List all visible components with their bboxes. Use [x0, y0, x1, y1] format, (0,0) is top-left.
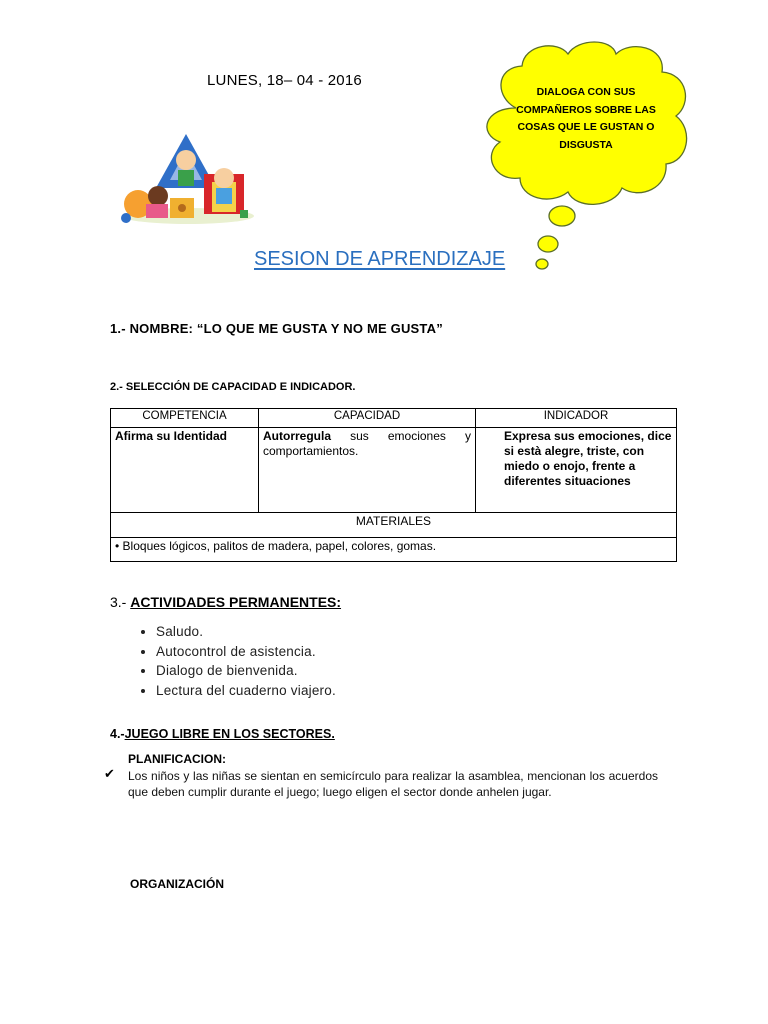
materiales-text: Bloques lógicos, palitos de madera, papel, colores, gomas. [122, 539, 437, 553]
cell-competencia: Afirma su Identidad [111, 428, 259, 513]
section-4-prefix: 4.- [110, 727, 125, 741]
list-item: • Dialogo de bienvenida. [156, 661, 336, 681]
section-3-heading [110, 594, 341, 610]
section-4-heading [110, 727, 335, 741]
section-4-title: JUEGO LIBRE EN LOS SECTORES. [124, 727, 335, 741]
permanent-activities-list [132, 622, 336, 700]
section-3-prefix: 3.- [110, 594, 131, 610]
section-3-title: ACTIVIDADES PERMANENTES: [130, 594, 342, 610]
planificacion-label: PLANIFICACION: [128, 752, 226, 766]
materiales-list [111, 538, 677, 562]
cell-capacidad [259, 428, 476, 513]
cell-indicador: Expresa sus emociones, dice si està alegre, triste, con miedo o enojo, frente a diferentes situaciones [476, 428, 677, 513]
bullet-icon: • [115, 539, 123, 553]
capacidad-verb: Autorregula [263, 429, 332, 443]
section-1-name: 1.- NOMBRE: “LO QUE ME GUSTA Y NO ME GUSTA” [110, 321, 443, 336]
planificacion-text: Los niños y las niñas se sientan en semicírculo para realizar la asamblea, mencionan los acuerdos que deben cumplir durante el juego; luego eligen el sector donde anhelen jugar. [128, 769, 658, 799]
list-item: • Autocontrol de asistencia. [156, 642, 336, 662]
list-item: • Lectura del cuaderno viajero. [156, 681, 336, 701]
materiales-header-row [111, 513, 677, 538]
cloud-shape [476, 38, 702, 274]
column-header-capacidad: CAPACIDAD [259, 409, 476, 428]
thought-cloud [476, 38, 702, 274]
checkmark-icon: ✔ [104, 766, 115, 781]
kids-blocks-illustration [118, 130, 254, 226]
organizacion-label: ORGANIZACIÓN [130, 877, 224, 891]
page-title: SESION DE APRENDIZAJE [254, 248, 506, 270]
column-header-indicador: INDICADOR [476, 409, 677, 428]
section-2-heading: 2.- SELECCIÓN DE CAPACIDAD E INDICADOR. [110, 381, 356, 393]
capacity-table [110, 408, 677, 562]
materiales-row [111, 538, 677, 562]
table-header-row [111, 409, 677, 428]
list-item: • Saludo. [156, 622, 336, 642]
capacidad-rest: sus emociones y comportamientos. [263, 429, 471, 458]
materiales-label: MATERIALES [111, 513, 677, 538]
cloud-message: DIALOGA CON SUS COMPAÑEROS SOBRE LAS COSAS QUE LE GUSTAN O DISGUSTA [516, 86, 656, 151]
table-row [111, 428, 677, 513]
column-header-competencia: COMPETENCIA [111, 409, 259, 428]
session-date: LUNES, 18– 04 - 2016 [207, 72, 362, 89]
